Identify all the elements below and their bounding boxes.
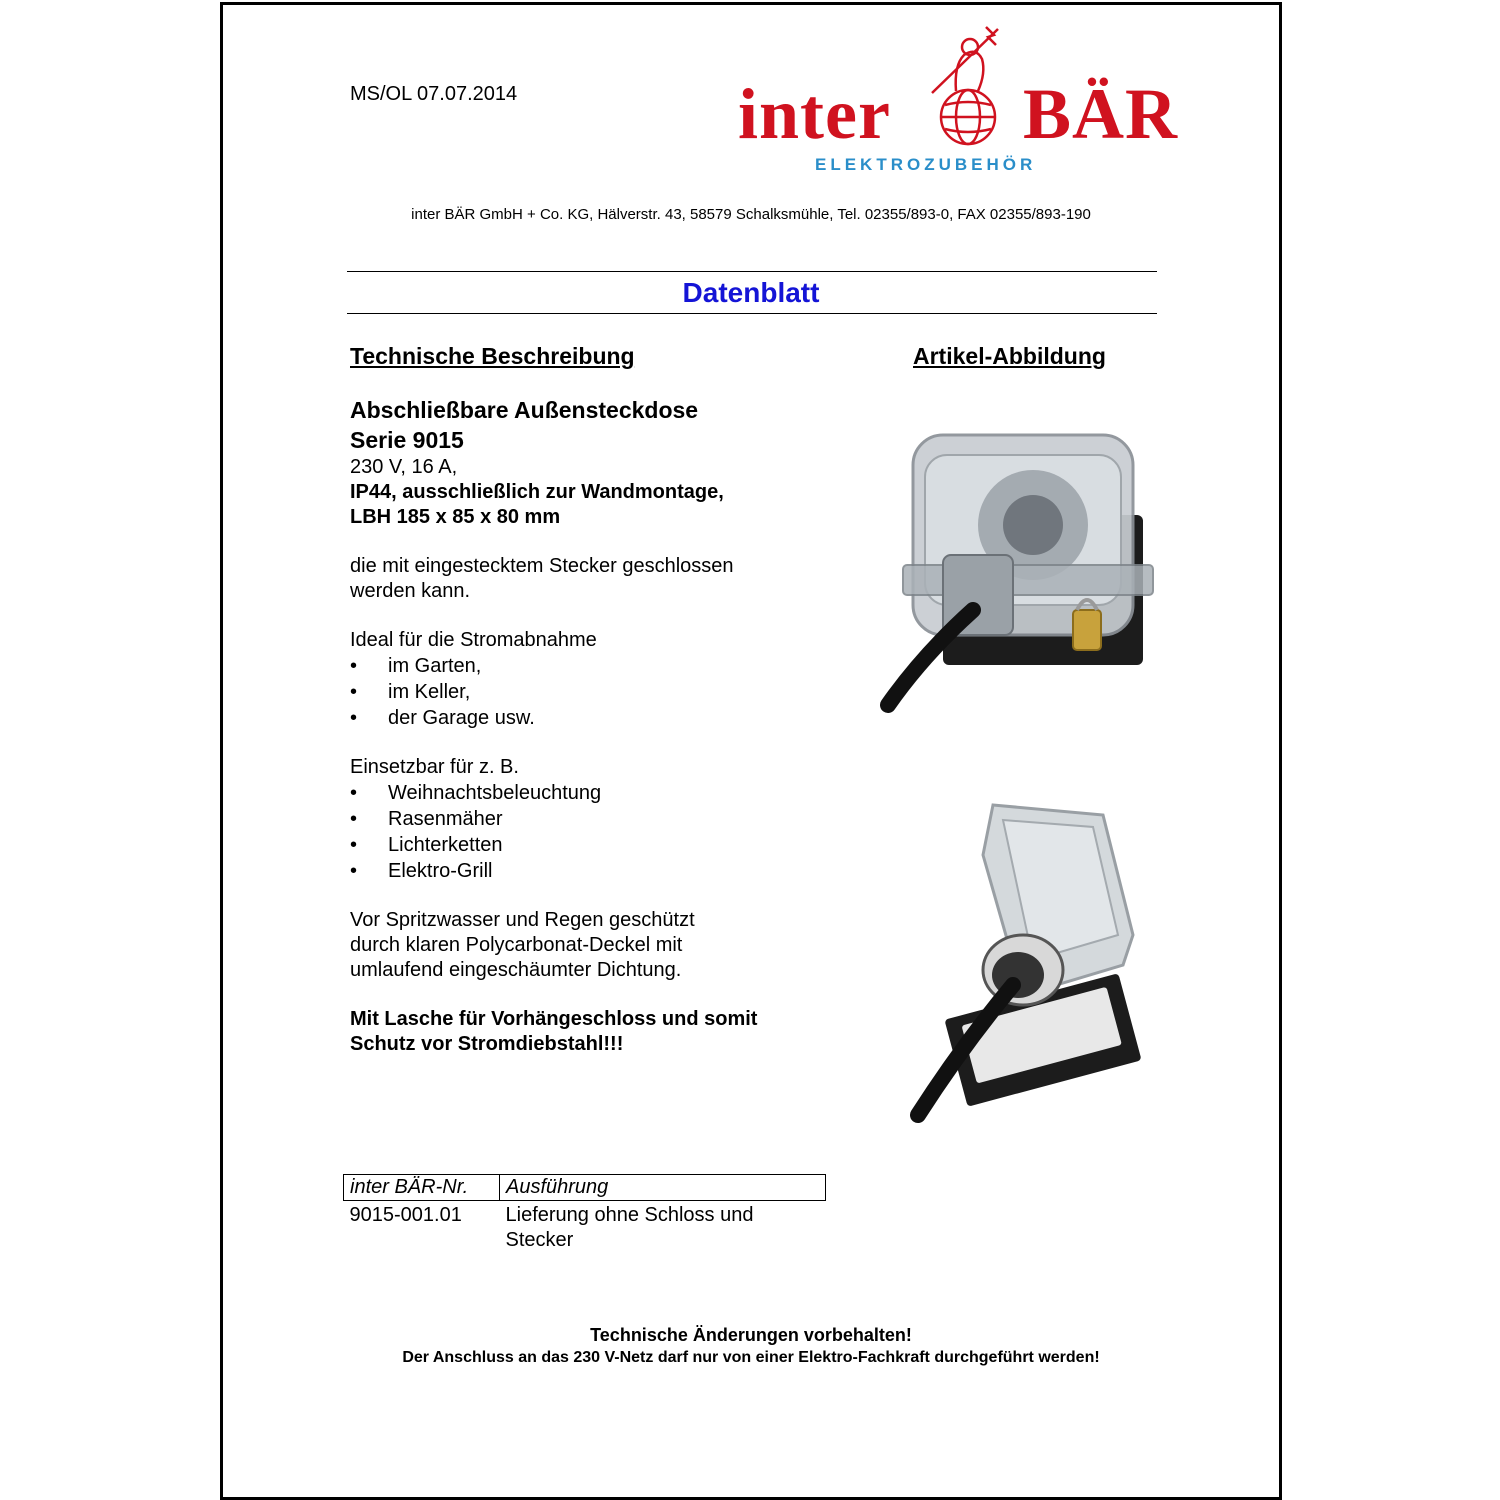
list-item: • Weihnachtsbeleuchtung <box>350 780 830 806</box>
footer-safety-note: Der Anschluss an das 230 V-Netz darf nur von einer Elektro-Fachkraft durchgeführt werden! <box>402 1349 1100 1366</box>
use-list <box>350 780 830 884</box>
article-number: 9015-001.01 <box>349 1204 462 1226</box>
list-item: • im Keller, <box>350 679 830 705</box>
description-line: die mit eingestecktem Stecker geschlossen <box>350 555 734 577</box>
product-image-open <box>873 795 1173 1135</box>
logo-subtitle: ELEKTROZUBEHÖR <box>815 155 1037 174</box>
article-variant <box>500 1201 826 1256</box>
product-image-closed <box>873 415 1173 715</box>
product-description <box>350 395 830 1057</box>
company-address: inter BÄR GmbH + Co. KG, Hälverstr. 43, 58579 Schalksmühle, Tel. 02355/893-0, FAX 02355/893-190 <box>411 206 1091 223</box>
lock-note: Mit Lasche für Vorhängeschloss und somit <box>350 1008 758 1030</box>
title-rule-bottom <box>347 313 1157 314</box>
section-heading-description: Technische Beschreibung <box>350 343 635 369</box>
protection-text: Vor Spritzwasser und Regen geschützt <box>350 909 695 931</box>
product-name: Abschließbare Außensteckdose <box>350 397 699 423</box>
list-item: • im Garten, <box>350 653 830 679</box>
table-row <box>344 1201 826 1256</box>
protection-text: umlaufend eingeschäumter Dichtung. <box>350 959 682 981</box>
variant-line: Lieferung ohne Schloss und <box>505 1204 754 1226</box>
article-table <box>343 1174 826 1255</box>
logo-word-baer: BÄR <box>1023 74 1179 154</box>
variant-line: Stecker <box>505 1229 574 1251</box>
company-logo <box>738 15 1188 175</box>
list-item: • Elektro-Grill <box>350 858 830 884</box>
table-header-number: inter BÄR-Nr. <box>344 1175 500 1201</box>
table-header-variant: Ausführung <box>500 1175 826 1201</box>
product-series: Serie 9015 <box>350 427 464 453</box>
page-title: Datenblatt <box>682 277 820 308</box>
use-intro: Einsetzbar für z. B. <box>350 756 519 778</box>
ideal-intro: Ideal für die Stromabnahme <box>350 629 597 651</box>
logo-word-inter: inter <box>738 74 891 154</box>
list-item: • Rasenmäher <box>350 806 830 832</box>
list-item: • der Garage usw. <box>350 705 830 731</box>
footer-disclaimer: Technische Änderungen vorbehalten! <box>590 1325 912 1345</box>
product-rating: 230 V, 16 A, <box>350 456 458 478</box>
product-dimensions: LBH 185 x 85 x 80 mm <box>350 506 561 528</box>
lock-note: Schutz vor Stromdiebstahl!!! <box>350 1033 624 1055</box>
protection-text: durch klaren Polycarbonat-Deckel mit <box>350 934 683 956</box>
bear-globe-emblem <box>928 25 1008 150</box>
title-rule-top <box>347 271 1157 272</box>
product-protection: IP44, ausschließlich zur Wandmontage, <box>350 481 724 503</box>
list-item: • Lichterketten <box>350 832 830 858</box>
document-reference: MS/OL 07.07.2014 <box>350 83 518 105</box>
datasheet-page <box>220 2 1282 1500</box>
ideal-list <box>350 653 830 731</box>
section-heading-images: Artikel-Abbildung <box>913 343 1106 369</box>
description-line: werden kann. <box>350 580 471 602</box>
